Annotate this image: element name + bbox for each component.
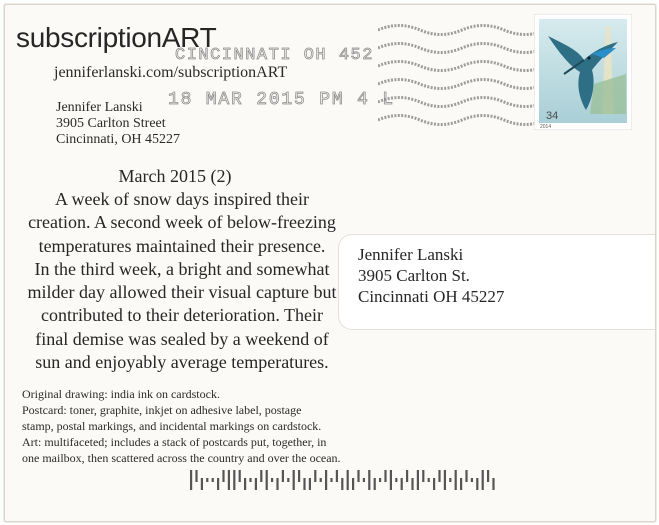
barcode-bar: [482, 470, 484, 490]
message-line: final demise was sealed by a weekend of: [35, 328, 329, 349]
message-line: contributed to their deterioration. Their: [40, 305, 324, 326]
message-line: creation. A second week of below-freezing: [28, 212, 336, 233]
postmark-city: CINCINNATI OH 452: [175, 46, 374, 65]
barcode-bar: [384, 470, 386, 482]
barcode-bar: [239, 470, 241, 482]
barcode-bar: [298, 470, 300, 482]
materials-notes: [22, 386, 341, 466]
barcode-bar: [406, 470, 408, 482]
barcode-bar: [433, 478, 435, 490]
barcode-bar: [368, 470, 370, 490]
barcode-bar: [212, 478, 214, 482]
barcode-bar: [336, 470, 338, 482]
barcode-bar: [190, 470, 192, 490]
barcode-bar: [465, 470, 467, 482]
barcode-bar: [352, 478, 354, 490]
recipient-street: 3905 Carlton St.: [358, 266, 470, 285]
note-line: one mailbox, then scattered across the country and over the ocean.: [22, 451, 341, 465]
barcode-bar: [347, 470, 349, 490]
barcode-bar: [244, 478, 246, 490]
barcode-bar: [287, 478, 289, 482]
recipient-address: [358, 244, 504, 307]
message-heading: March 2015 (2): [118, 166, 232, 186]
note-line: Art: multifaceted; includes a stack of postcards put, together, in: [22, 435, 327, 449]
return-address: [56, 100, 180, 148]
barcode-bar: [233, 470, 235, 490]
barcode-bar: [341, 478, 343, 490]
stamp-value: 34: [546, 110, 559, 122]
barcode-bar: [255, 478, 257, 490]
message-line: sun and enjoyably average temperatures.: [35, 352, 329, 373]
message-line: In the third week, a bright and somewhat: [34, 258, 330, 279]
barcode-bar: [276, 478, 278, 490]
barcode-bar: [320, 478, 322, 482]
brand-title: subscriptionART: [16, 22, 217, 53]
stamp-year: 2014: [540, 124, 552, 130]
barcode-bar: [492, 478, 494, 490]
barcode-bar: [438, 470, 440, 482]
barcode-bar: [422, 470, 424, 482]
barcode-bar: [271, 478, 273, 482]
barcode-bar: [195, 470, 197, 482]
barcode-bar: [374, 478, 376, 490]
barcode-bar: [411, 478, 413, 490]
postal-barcode: [188, 468, 508, 494]
barcode-bar: [309, 478, 311, 490]
barcode-bar: [228, 470, 230, 490]
note-line: Postcard: toner, graphite, inkjet on adhesive label, postage: [22, 403, 302, 417]
barcode-bar: [222, 470, 224, 482]
barcode-bar: [260, 470, 262, 482]
barcode-bar: [206, 478, 208, 482]
barcode-bar: [455, 470, 457, 490]
barcode-bar: [417, 470, 419, 490]
message-line: A week of snow days inspired their: [55, 189, 309, 209]
return-name: Jennifer Lanski: [56, 100, 143, 115]
note-line: stamp, postal markings, and incidental markings on cardstock.: [22, 419, 322, 433]
message-line: temperatures maintained their presence.: [38, 235, 326, 256]
barcode-bar: [390, 470, 392, 490]
barcode-bar: [293, 470, 295, 490]
barcode-bar: [357, 470, 359, 482]
barcode-bar: [471, 478, 473, 482]
brand-url: jenniferlanski.com/subscriptionART: [54, 64, 288, 81]
barcode-bar: [460, 478, 462, 490]
barcode-bar: [330, 478, 332, 482]
barcode-bar: [217, 478, 219, 490]
barcode-bar: [476, 478, 478, 490]
barcode-bar: [449, 478, 451, 482]
barcode-bar: [487, 470, 489, 482]
barcode-bar: [249, 478, 251, 482]
barcode-bar: [201, 478, 203, 490]
barcode-bar: [363, 478, 365, 482]
barcode-bar: [444, 470, 446, 490]
message-line: milder day allowed their visual capture but: [27, 282, 337, 303]
barcode-bar: [401, 478, 403, 490]
barcode-bar: [266, 470, 268, 490]
recipient-city: Cincinnati OH 45227: [358, 287, 505, 306]
postmark-date: 18 MAR 2015 PM 4 L: [168, 90, 395, 110]
barcode-bar: [303, 478, 305, 490]
barcode-bar: [282, 470, 284, 482]
note-line: Original drawing: india ink on cardstock.: [22, 387, 220, 401]
barcode-bar: [395, 478, 397, 482]
return-street: 3905 Carlton Street: [56, 116, 166, 131]
return-city: Cincinnati, OH 45227: [56, 132, 181, 147]
barcode-bar: [428, 478, 430, 482]
barcode-bar: [325, 470, 327, 490]
barcode-bar: [379, 478, 381, 482]
recipient-name: Jennifer Lanski: [358, 245, 464, 264]
message-body: [14, 188, 350, 374]
barcode-bar: [314, 470, 316, 482]
